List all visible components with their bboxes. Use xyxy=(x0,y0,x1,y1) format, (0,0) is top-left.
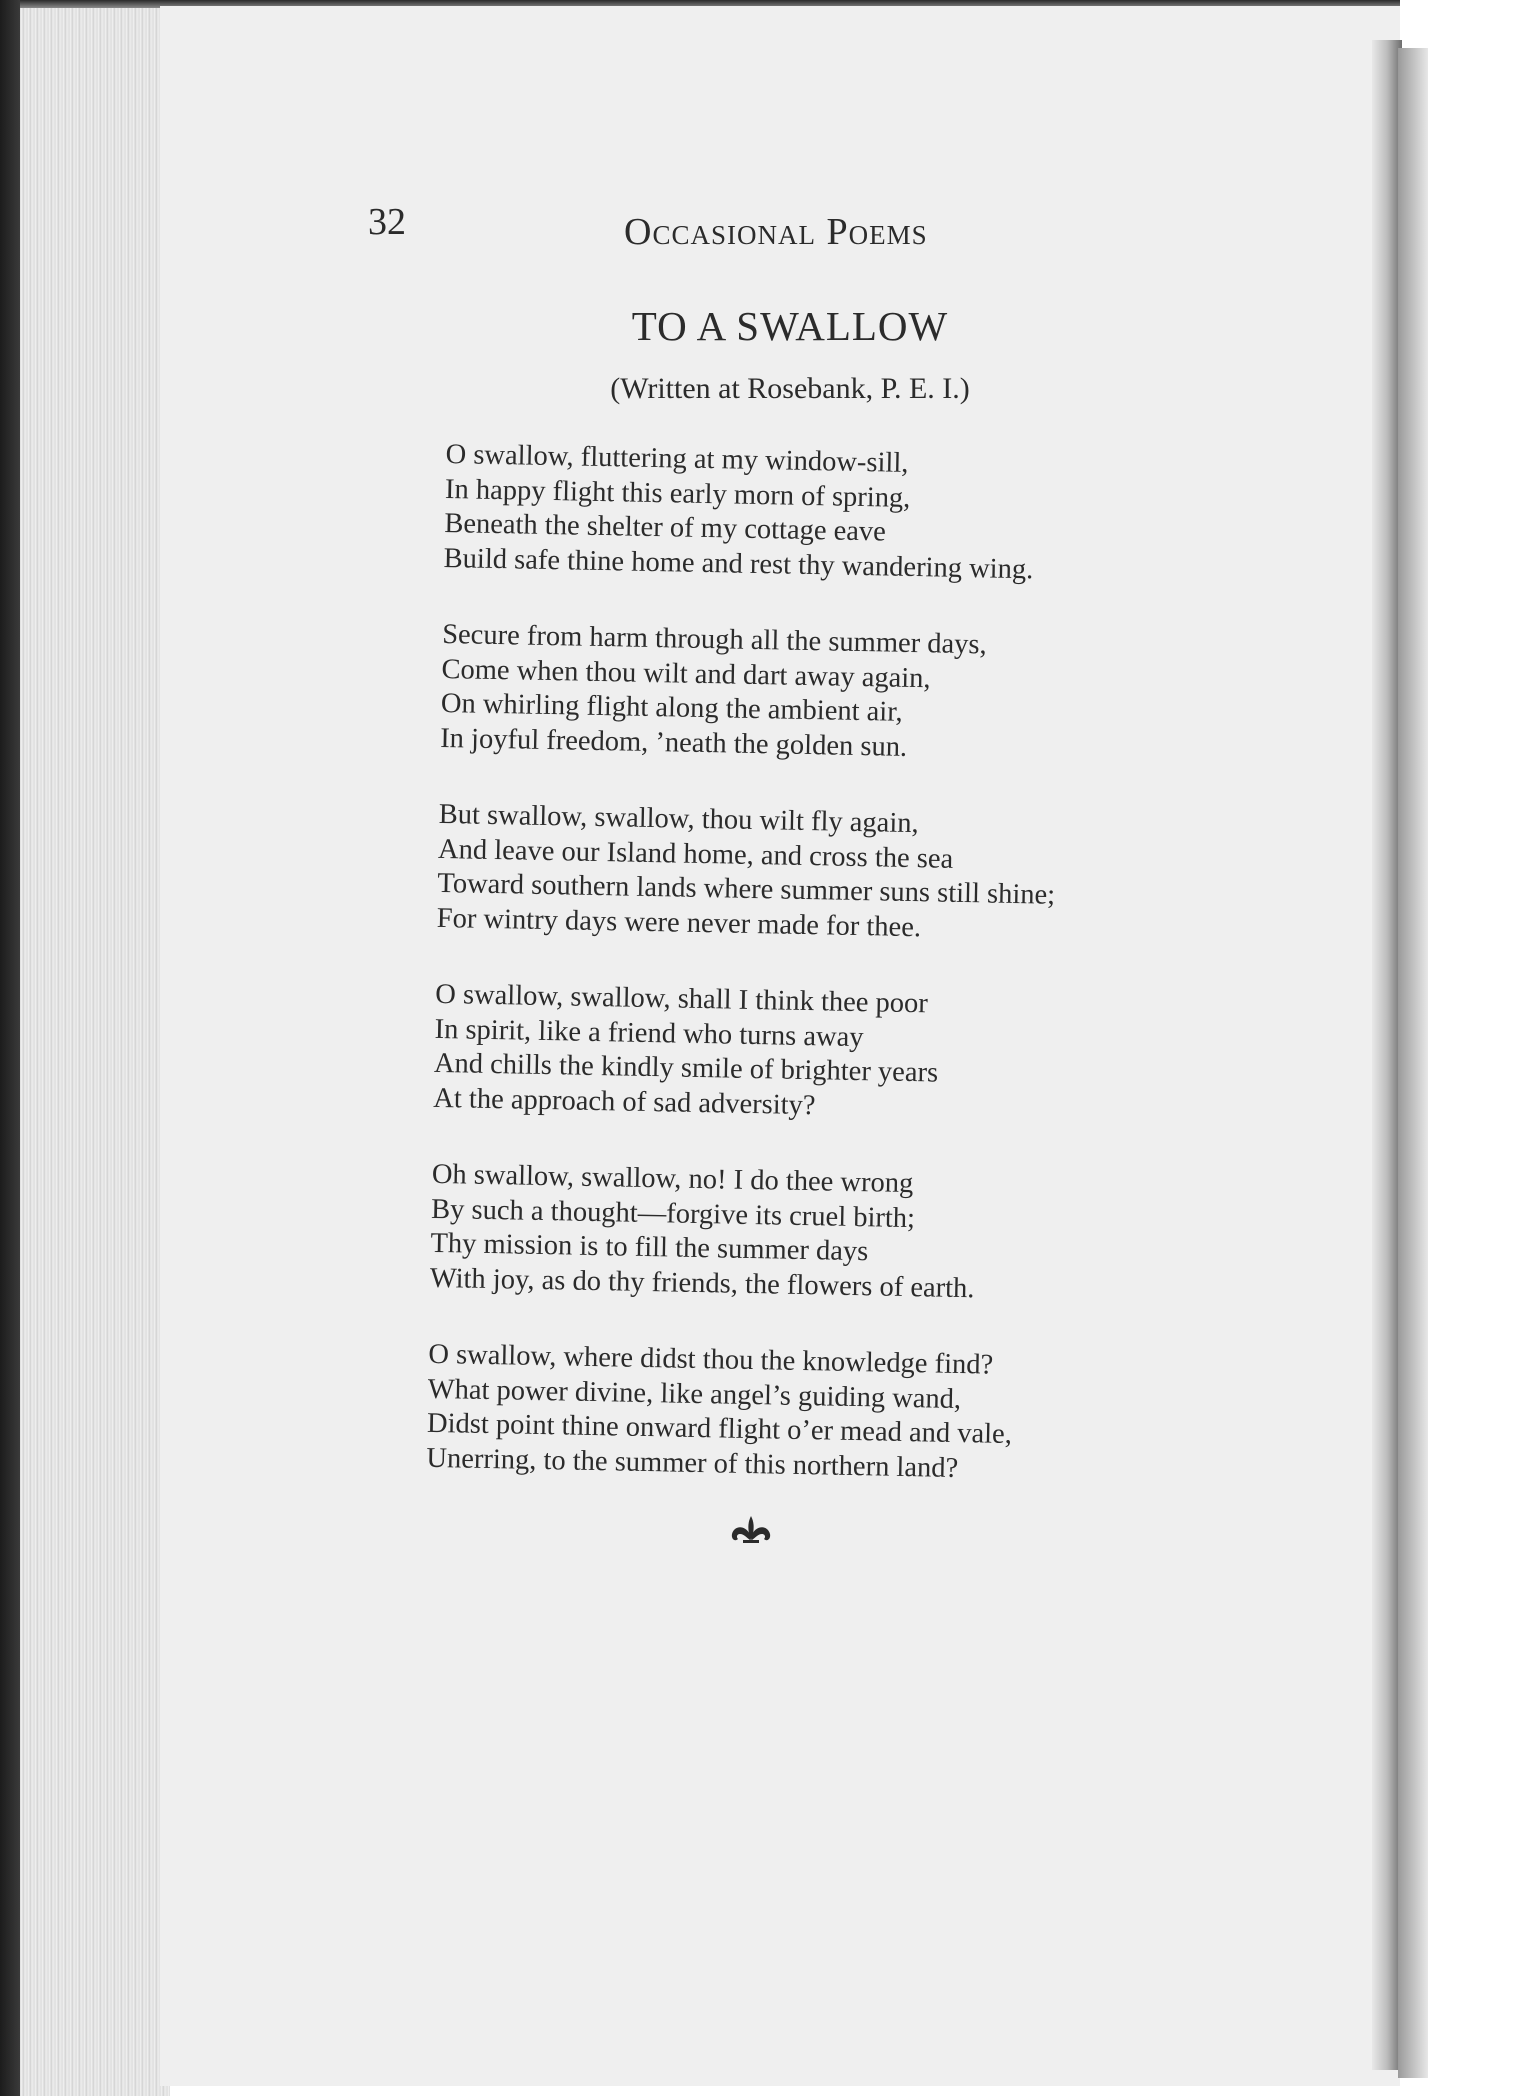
poem-subtitle: (Written at Rosebank, P. E. I.) xyxy=(610,372,970,405)
poem-line: Build safe thine home and rest thy wandering wing. xyxy=(443,542,1034,585)
scan-background xyxy=(1428,0,1536,2096)
poem-line: In happy flight this early morn of spring, xyxy=(444,473,911,514)
poem-line: At the approach of sad adversity? xyxy=(433,1082,816,1121)
poem-line: But swallow, swallow, thou wilt fly again, xyxy=(438,798,919,840)
poem-line: Toward southern lands where summer suns still shine; xyxy=(437,867,1056,911)
poem-line: O swallow, fluttering at my window-sill, xyxy=(445,438,909,479)
poem-line: For wintry days were never made for thee. xyxy=(436,902,922,943)
poem-line: Beneath the shelter of my cottage eave xyxy=(444,507,887,548)
poem-line: By such a thought—forgive its cruel birth; xyxy=(430,1193,916,1234)
stanza xyxy=(440,618,1243,771)
book-cover-edge xyxy=(0,0,20,2096)
page-number: 32 xyxy=(368,201,406,243)
fleuron-icon xyxy=(726,1512,776,1548)
stanza xyxy=(426,1338,1229,1491)
binding-shadow xyxy=(1398,48,1428,2078)
poem-line: In joyful freedom, ’neath the golden sun. xyxy=(439,722,908,763)
poem-line: Thy mission is to fill the summer days xyxy=(430,1227,869,1268)
poem-line: With joy, as do thy friends, the flowers of earth. xyxy=(429,1262,975,1304)
poem-line: And chills the kindly smile of brighter years xyxy=(433,1047,939,1089)
stanza xyxy=(443,438,1246,591)
poem-line: Didst point thine onward flight o’er mead and vale, xyxy=(426,1407,1013,1451)
poem-line: O swallow, where didst thou the knowledge find? xyxy=(428,1338,994,1381)
poem-line: Oh swallow, swallow, no! I do thee wrong xyxy=(431,1158,914,1200)
stanza xyxy=(436,798,1239,951)
poem-line: What power divine, like angel’s guiding wand, xyxy=(427,1373,962,1415)
page-edges xyxy=(20,0,170,2096)
poem-line: O swallow, swallow, shall I think thee poor xyxy=(435,978,929,1020)
poem-line: And leave our Island home, and cross the sea xyxy=(437,833,954,875)
poem-line: Unerring, to the summer of this northern land? xyxy=(426,1442,959,1484)
poem-line: Secure from harm through all the summer days, xyxy=(441,618,987,661)
poem-line: On whirling flight along the ambient air, xyxy=(440,687,904,728)
poem-line: Come when thou wilt and dart away again, xyxy=(441,653,931,694)
poem-line: In spirit, like a friend who turns away xyxy=(434,1013,864,1053)
poem-body xyxy=(425,438,1246,1533)
stanza xyxy=(433,978,1236,1131)
stanza xyxy=(430,1158,1233,1311)
running-head: Occasional Poems xyxy=(624,211,928,253)
poem-title: TO A SWALLOW xyxy=(631,303,949,349)
